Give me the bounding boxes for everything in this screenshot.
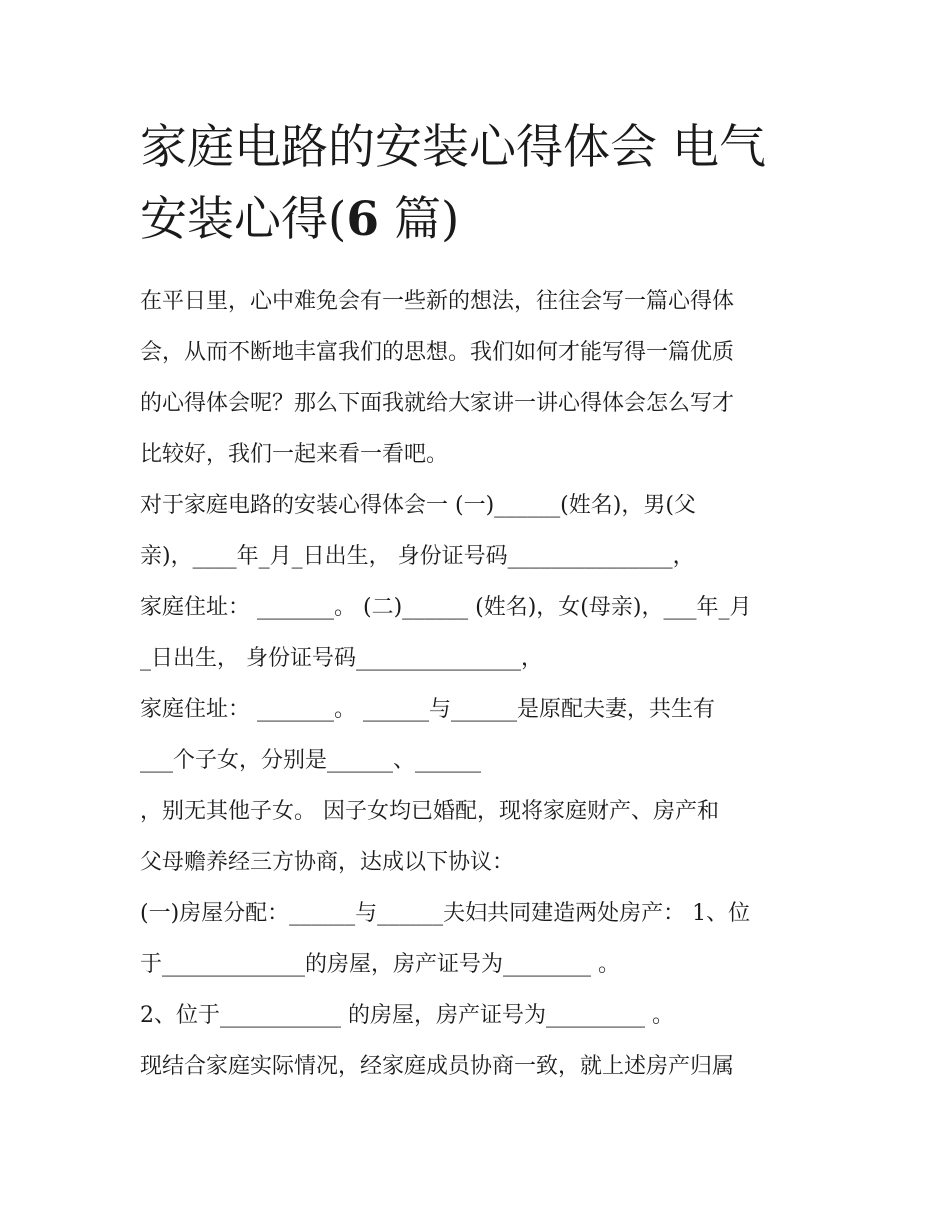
title-line-2-prefix: 安装心得(	[140, 192, 347, 247]
body-line: 比较好，我们一起来看一看吧。	[140, 442, 449, 467]
body-line: 在平日里，心中难免会有一些新的想法，往往会写一篇心得体	[140, 289, 735, 314]
body-line: 家庭住址： _______。 ______与______是原配夫妻，共生有	[140, 697, 715, 722]
title-line-2-suffix: 篇)	[379, 192, 460, 247]
body-line: 会，从而不断地丰富我们的思想。我们如何才能写得一篇优质	[140, 340, 735, 365]
body-line: 家庭住址： _______。 (二)______ (姓名)，女(母亲)，___年_月	[140, 595, 752, 620]
body-line: 现结合家庭实际情况，经家庭成员协商一致，就上述房产归属	[140, 1054, 735, 1079]
title-line-1: 家庭电路的安装心得体会 电气	[140, 120, 766, 175]
body-line: ___个子女，分别是______、______	[140, 748, 482, 773]
body-line: 对于家庭电路的安装心得体会一 (一)______(姓名)，男(父	[140, 493, 696, 518]
document-body	[140, 276, 820, 1092]
body-line: 的心得体会呢？那么下面我就给大家讲一讲心得体会怎么写才	[140, 391, 735, 416]
body-line: 于_____________的房屋，房产证号为________ 。	[140, 952, 620, 977]
title-line-2-number: 6	[346, 192, 380, 247]
body-line: 亲)，____年_月_日出生， 身份证号码_______________，	[140, 544, 695, 569]
body-line: 2、位于___________ 的房屋，房产证号为_________ 。	[140, 1003, 674, 1028]
body-line: ，别无其他子女。 因子女均已婚配，现将家庭财产、房产和	[140, 799, 719, 824]
document-title	[140, 112, 820, 256]
body-line: _日出生， 身份证号码_______________，	[140, 646, 543, 671]
body-line: (一)房屋分配：______与______夫妇共同建造两处房产： 1、位	[140, 901, 751, 926]
body-line: 父母赡养经三方协商，达成以下协议：	[140, 850, 515, 875]
